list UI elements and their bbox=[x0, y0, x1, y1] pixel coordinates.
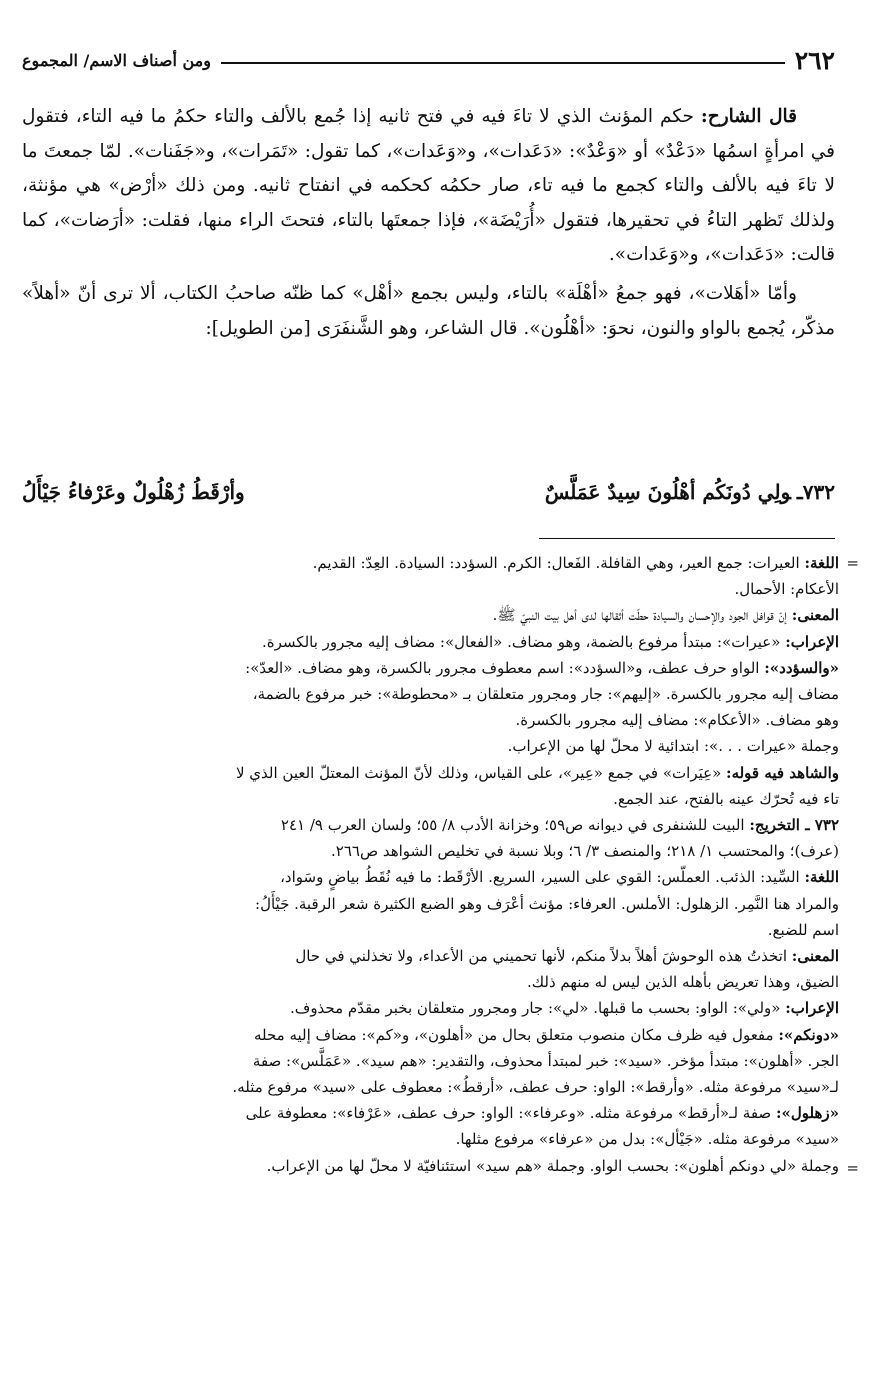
footnote-label: اللغة: bbox=[804, 554, 839, 572]
footnote-line bbox=[16, 786, 839, 812]
footnote-text: اتخذتُ هذه الوحوشَ أهلاً بدلاً منكم، لأنها تحميني من الأعداء، ولا تخذلني في حال bbox=[295, 947, 787, 966]
header-rule bbox=[221, 62, 785, 64]
footnote-line bbox=[16, 576, 839, 602]
footnote-text: الجر. «أهلون»: مبتدأ مؤخر. «سيد»: خبر لمبتدأ محذوف، والتقدير: «هم سيد». «عَمَلَّس»: صفة bbox=[252, 1051, 839, 1070]
footnote-line bbox=[16, 838, 839, 864]
footnote-line bbox=[16, 1074, 839, 1100]
running-header bbox=[22, 40, 835, 80]
footnote-text: الضيق، وهذا تعريض بأهله الذين ليس له منهم ذلك. bbox=[526, 973, 839, 992]
commentary-text: حكم المؤنث الذي لا تاءَ فيه في فتح ثانيه إذا جُمع بالألف والتاء حكمُ ما فيه التاء، فتقول في امرأةٍ اسمُها «دَعْدٌ» أو «وَعْدٌ»: «دَعَدات»، و«وَعَدات»، كما تقول: «تَمَرات»، و«جَفَنات». لمّا جمعتَ ما لا تاءَ فيه بالألف والتاء كجمع ما فيه تاء، صار حكمُه كحكمه في انفتاح ثانيه. ومن ذلك «أرْض» هي مؤنثة، ولذلك تَظهر التاءُ في تحقيرها، فتقول «أُرَيْضَة»، فإذا جمعتَها بالتاء، فتحتَ الراء منها، فقلت: «أرَضات»، كما قالت: «دَعَدات»، و«وَعَدات». bbox=[22, 106, 835, 266]
verse-number: ٧٣٢ـ bbox=[796, 480, 835, 504]
footnote-line bbox=[16, 917, 839, 943]
footnote-text: العيرات: جمع العير، وهي القافلة. الفَعال: الكرم. السؤدد: السيادة. العِدّ: القديم. bbox=[312, 554, 800, 572]
footnote-line bbox=[16, 1048, 839, 1074]
main-text bbox=[22, 100, 835, 346]
footnote-line bbox=[16, 602, 839, 628]
footnote-text: «عِيَرات» في جمع «عِير»، على القياس، وذلك لأنّ المؤنث المعتلّ العين الذي لا bbox=[235, 763, 722, 782]
footnote-text: «سيد» مرفوعة مثله. «جَيْأل»: بدل من «عرفاء» مرفوع مثلها. bbox=[455, 1130, 839, 1149]
commentary-paragraph bbox=[22, 100, 835, 273]
footnote-line bbox=[16, 812, 839, 838]
poem-verse bbox=[22, 472, 835, 512]
footnote-line bbox=[16, 969, 839, 995]
footnote-text: الأعكام: الأحمال. bbox=[734, 580, 839, 599]
footnote-text: (عرف)؛ والمحتسب ١/ ٢١٨؛ والمنصف ٣/ ٦؛ وبلا نسبة في تخليص الشواهد ص٢٦٦. bbox=[331, 842, 839, 861]
footnote-label: ٧٣٢ ـ التخريج: bbox=[749, 816, 839, 835]
first-hemistich: ولِي دُونَكُم أهْلُونَ سِيدٌ عَمَلَّسٌ bbox=[544, 480, 791, 504]
footnote-line bbox=[16, 760, 839, 786]
footnote-label: اللغة: bbox=[804, 868, 839, 887]
commentator-label: قال الشارح: bbox=[700, 106, 798, 127]
footnote-line bbox=[16, 995, 839, 1021]
footnote-text: وجملة «عيرات . . .»: ابتدائية لا محلّ لها من الإعراب. bbox=[507, 737, 839, 756]
footnote-text: إنّ قوافل الجود والإحسان والسيادة حطّت أثقالها لدى أهل بيت النبيّ ﷺ. bbox=[492, 606, 787, 625]
end-mark: = bbox=[846, 1158, 859, 1177]
footnote-text: «عيرات»: مبتدأ مرفوع بالضمة، وهو مضاف. «الفعال»: مضاف إليه مجرور بالكسرة. bbox=[262, 632, 781, 651]
footnotes bbox=[16, 550, 859, 1179]
footnote-text: لـ«سيد» مرفوعة مثله. «وأرقط»: الواو: حرف عطف، «أرقطُ»: معطوف على «سيد» مرفوع مثله. bbox=[232, 1078, 839, 1097]
footnote-line bbox=[16, 1126, 839, 1152]
footnote-label: «دونكم»: bbox=[778, 1025, 839, 1044]
footnote-text: السِّيد: الذئب. العملّس: القوي على السير، السريع. الأرْقَط: ما فيه نُقَطُ بياضٍ وسَواد، bbox=[280, 868, 800, 887]
footnote-line bbox=[16, 1022, 839, 1048]
footnote-line bbox=[16, 655, 839, 681]
footnote-line bbox=[16, 891, 839, 917]
footnote-line bbox=[16, 681, 839, 707]
footnote-label: «زهلول»: bbox=[775, 1104, 839, 1123]
footnote-line bbox=[16, 1100, 839, 1126]
continuation-mark: = bbox=[846, 554, 859, 572]
footnote-label: والشاهد فيه قوله: bbox=[726, 763, 839, 782]
footnote-line bbox=[16, 629, 839, 655]
verse-first-half bbox=[545, 480, 835, 504]
footnote-line bbox=[16, 733, 839, 759]
footnote-text: تاء فيه تُحرّك عينه بالفتح، عند الجمع. bbox=[613, 789, 839, 808]
footnote-text: الواو حرف عطف، و«السؤدد»: اسم معطوف مجرور بالكسرة، وهو مضاف. «العدّ»: bbox=[245, 658, 760, 677]
footnote-text: وهو مضاف. «الأعكام»: مضاف إليه مجرور بالكسرة. bbox=[515, 711, 839, 730]
footnote-label: المعنى: bbox=[791, 947, 839, 966]
footnote-line bbox=[16, 864, 839, 890]
footnote-text: مضاف إليه مجرور بالكسرة. «إليهم»: جار ومجرور متعلقان بـ «محطوطة»: خبر مرفوع بالضمة، bbox=[252, 685, 839, 704]
chapter-title: ومن أصناف الاسم/ المجموع bbox=[22, 50, 211, 70]
footnote-text: البيت للشنفرى في ديوانه ص٥٩؛ وخزانة الأدب ٨/ ٥٥؛ ولسان العرب ٩/ ٢٤١ bbox=[280, 816, 745, 835]
footnote-text: والمراد هنا النَّمِر. الزهلول: الأملس. العرفاء: مؤنث أعْرَف وهو الضبع الكثيرة شعر الرقبة. جَيْأَلُ: bbox=[255, 894, 839, 913]
footnote-label: الإعراب: bbox=[785, 999, 839, 1018]
footnote-lines bbox=[16, 550, 839, 1179]
footnote-label: المعنى: bbox=[791, 606, 839, 625]
footnote-label: الإعراب: bbox=[785, 632, 839, 651]
footnote-text: صفة لـ«أرقط» مرفوعة مثله. «وعرفاء»: الواو: حرف عطف، «عَرْفاء»: معطوفة على bbox=[245, 1104, 772, 1123]
footnote-text: اسم للضبع. bbox=[767, 920, 839, 939]
footnote-line bbox=[16, 707, 839, 733]
footnote-label: «والسؤدد»: bbox=[764, 658, 839, 677]
second-paragraph: وأمّا «أهَلات»، فهو جمعُ «أهْلَة» بالتاء، وليس بجمع «أهْل» كما ظنّه صاحبُ الكتاب، ألا ترى أنّ «أهلاً» مذكّر، يُجمع بالواو والنون، نحوَ: «أهْلُون». قال الشاعر، وهو الشَّنفَرَى [من الطويل]: bbox=[22, 282, 835, 339]
footnote-line bbox=[16, 1153, 839, 1179]
footnote-line bbox=[16, 550, 839, 576]
second-hemistich: وأرْقَطُ زُهْلُولٌ وعَرْفاءُ جَيْأَلُ bbox=[22, 480, 245, 504]
footnote-text: «ولي»: الواو: بحسب ما قبلها. «لي»: جار ومجرور متعلقان بخبر مقدّم محذوف. bbox=[290, 999, 781, 1018]
footnote-separator bbox=[539, 538, 835, 539]
footnote-text: مفعول فيه ظرف مكان منصوب متعلق بحال من «أهلون»، و«كم»: مضاف إليه محله bbox=[253, 1025, 774, 1044]
footnote-text: وجملة «لي دونكم أهلون»: بحسب الواو. وجملة «هم سيد» استئنافيّة لا محلّ لها من الإعراب. bbox=[266, 1156, 839, 1175]
page-number: ٢٦٢ bbox=[794, 45, 835, 75]
footnote-line bbox=[16, 943, 839, 969]
